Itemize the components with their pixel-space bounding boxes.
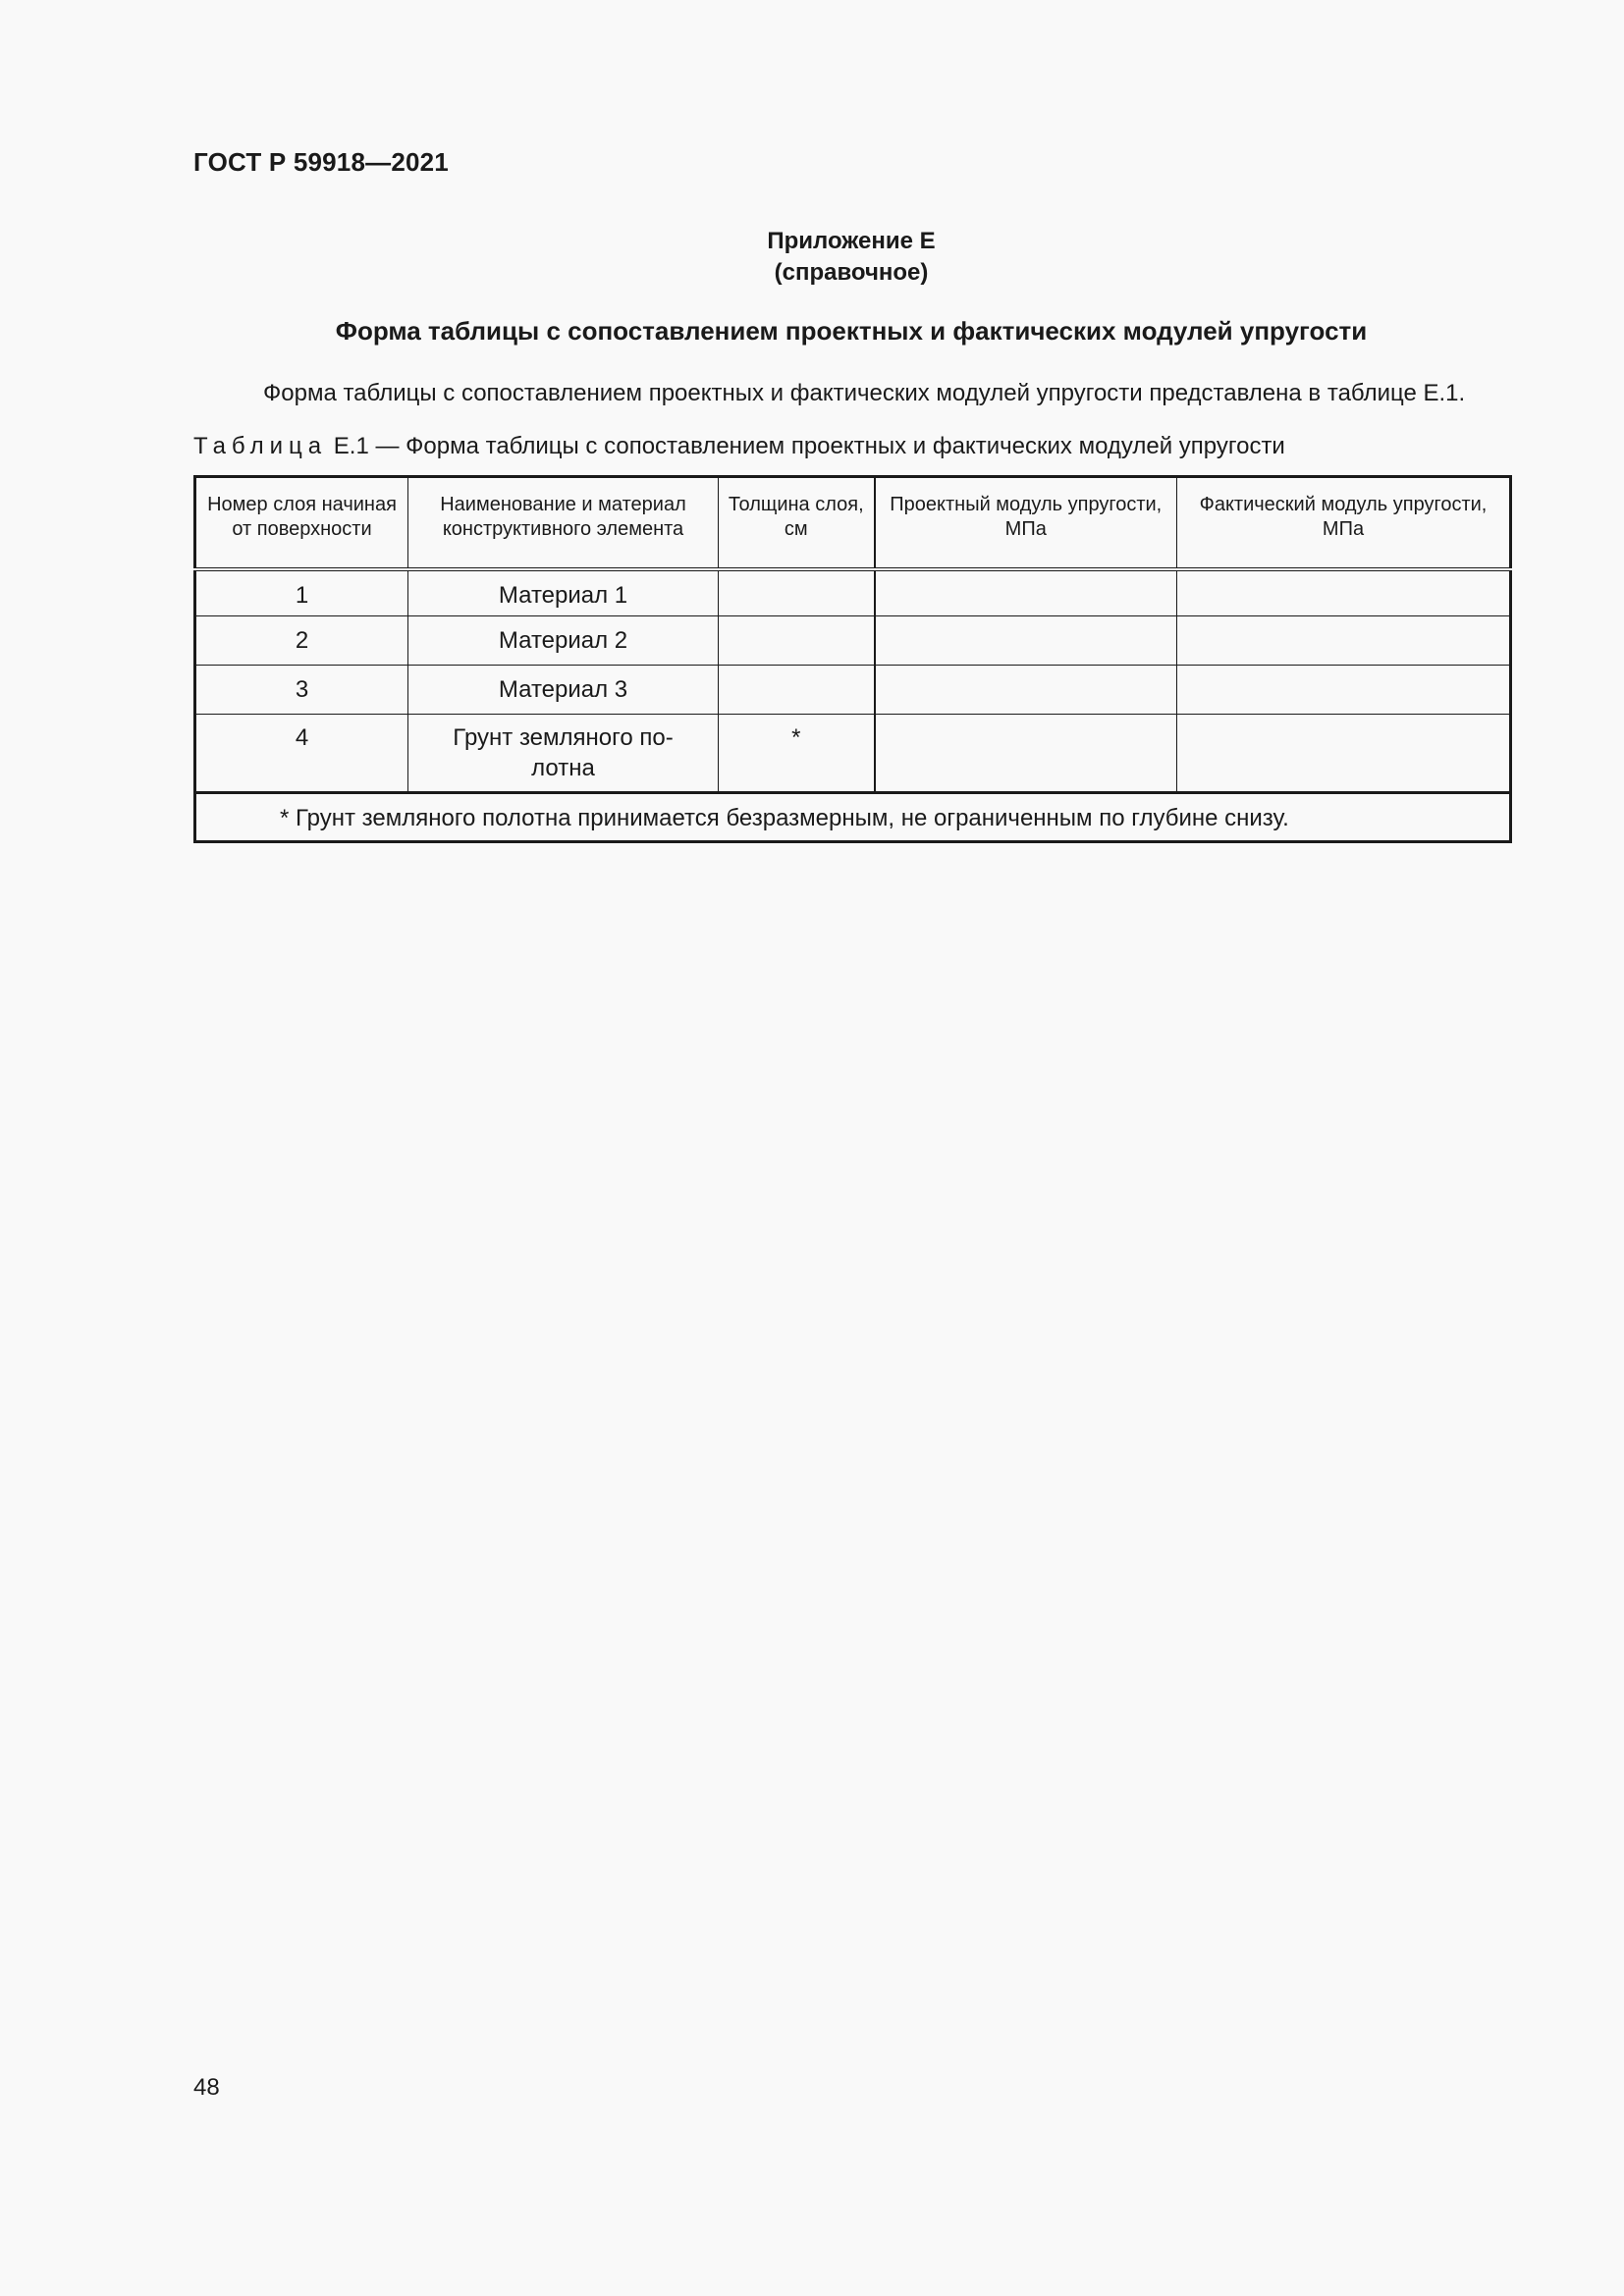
table-row (195, 666, 1511, 715)
table-caption-text: Е.1 — Форма таблицы с сопоставлением проектных и фактических модулей упругости (333, 433, 1285, 459)
table-cell (719, 569, 875, 616)
table-cell: 2 (195, 616, 408, 666)
section-title: Форма таблицы с сопоставлением проектных и фактических модулей упругости (335, 316, 1368, 346)
table-cell-ground: Грунт земляного по-лотна (408, 715, 719, 793)
table-footnote-row (195, 793, 1511, 842)
table-row (195, 616, 1511, 666)
table-cell: 3 (195, 666, 408, 715)
intro-paragraph: Форма таблицы с сопоставлением проектных и фактических модулей упругости представлена в таблице Е.1. (263, 380, 1466, 406)
appendix-title: Приложение Е (767, 228, 936, 254)
column-header-design-modulus: Проектный модуль упругости, МПа (875, 477, 1177, 569)
table-header-row (195, 477, 1511, 569)
table-cell (1177, 666, 1511, 715)
table-cell: 1 (195, 569, 408, 616)
table-cell (875, 715, 1177, 793)
table-row (195, 569, 1511, 616)
appendix-status: (справочное) (774, 259, 929, 286)
page-number: 48 (193, 2074, 220, 2101)
table-cell: Материал 1 (408, 569, 719, 616)
table-cell (719, 666, 875, 715)
elastic-modulus-table (193, 475, 1512, 843)
table-cell (875, 616, 1177, 666)
table-cell: Материал 2 (408, 616, 719, 666)
table-cell: Материал 3 (408, 666, 719, 715)
table-cell (875, 666, 1177, 715)
appendix-heading (0, 226, 1624, 289)
table-cell (875, 569, 1177, 616)
table-cell: * (719, 715, 875, 793)
column-header-layer-number: Номер слоя начиная от поверхности (195, 477, 408, 569)
standard-code: ГОСТ Р 59918—2021 (193, 147, 449, 177)
table-cell: 4 (195, 715, 408, 793)
table-cell (719, 616, 875, 666)
table-caption (193, 433, 1285, 460)
table-caption-label: Таблица (193, 433, 328, 459)
column-header-actual-modulus: Фактический модуль упругости, МПа (1177, 477, 1511, 569)
table-footnote: * Грунт земляного полотна принимается безразмерным, не ограниченным по глубине снизу. (195, 793, 1511, 842)
column-header-thickness: Толщина слоя, см (719, 477, 875, 569)
table-cell (1177, 569, 1511, 616)
table-cell (1177, 715, 1511, 793)
column-header-element-name: Наименование и материал конструктивного элемента (408, 477, 719, 569)
table-cell (1177, 616, 1511, 666)
table-row (195, 715, 1511, 793)
